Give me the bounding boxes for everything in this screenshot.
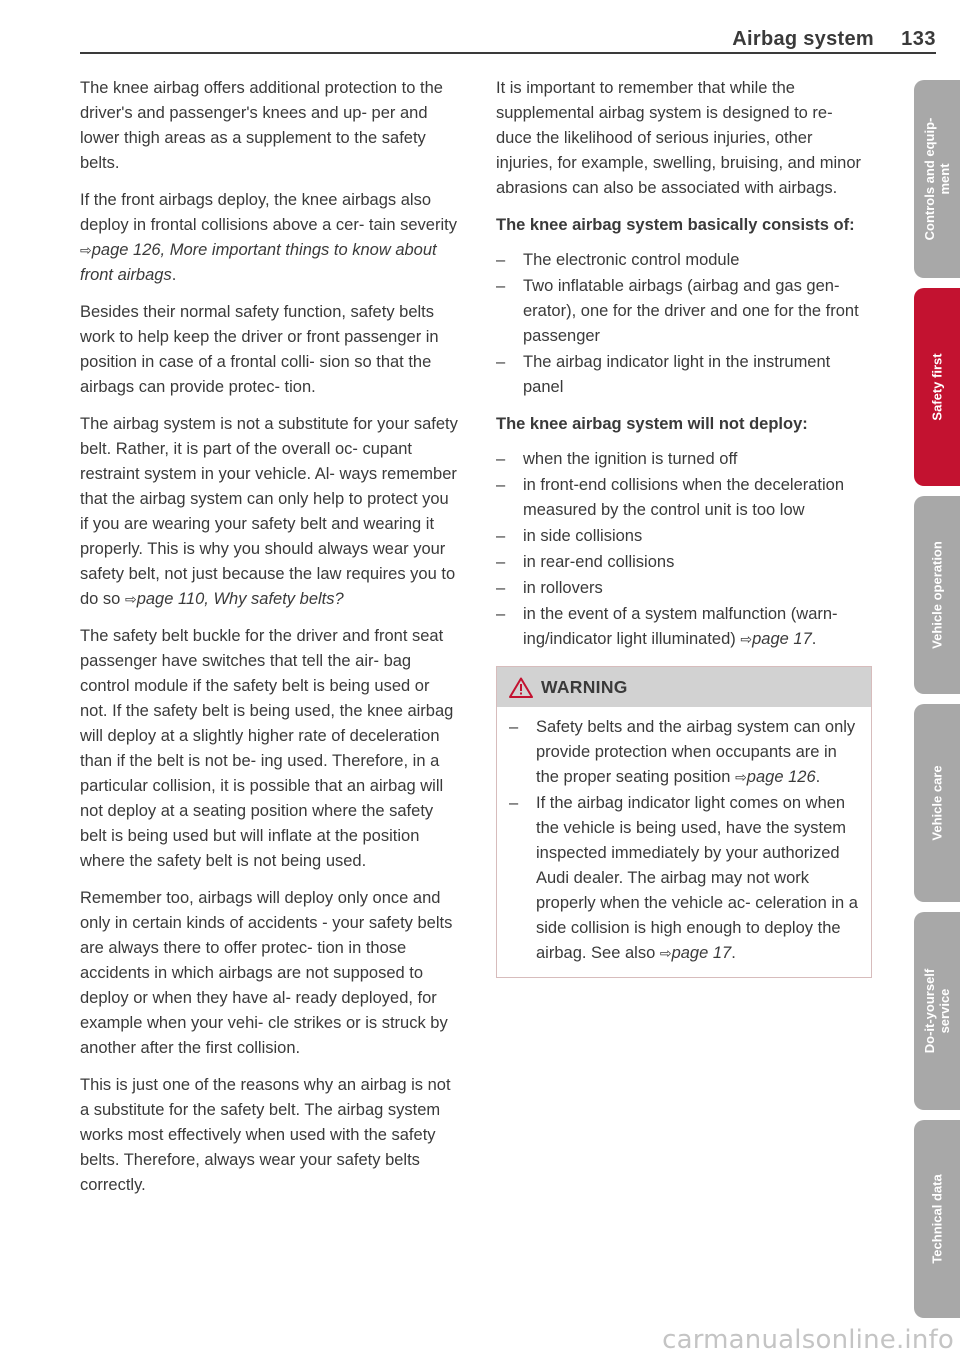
paragraph: Remember too, airbags will deploy only once and only in certain kinds of accidents - your safety belts are always there to offer protec- tion in those accidents in which airbags are not supposed to deploy or when they have al- ready deployed, for example when your vehi- cle strikes or is struck by another after the first collision. xyxy=(80,889,453,1057)
chapter-tab-label: Do-it-yourself service xyxy=(922,968,952,1054)
subheading: The knee airbag system will not deploy: xyxy=(496,415,808,433)
page-reference-link[interactable]: page 17 xyxy=(671,944,732,962)
warning-box xyxy=(496,666,872,978)
list-item: – when the ignition is turned off xyxy=(496,447,872,472)
list-item-text: Safety belts and the airbag system can only provide protection when occupants are in the proper seating position xyxy=(536,718,856,786)
paragraph-text: The airbag system is not a substitute for your safety belt. Rather, it is part of the overall oc- cupant restraint system in your vehicle. Al- ways remember that the airbag system can only help to protect you if you are wearing your safety belt and wearing it properly. This is why you should always wear your safety belt, not just because the law requires you to do so xyxy=(80,415,458,608)
arrow-right-icon: ⇨ xyxy=(659,945,672,961)
page-reference-link[interactable]: page 126, More important things to know about front airbags xyxy=(80,241,437,284)
chapter-tab-do-it-yourself[interactable] xyxy=(914,912,960,1110)
warning-triangle-icon xyxy=(509,677,533,698)
page-reference-link[interactable]: page 110, Why safety belts? xyxy=(136,590,344,608)
left-column xyxy=(80,76,460,1210)
warning-body xyxy=(497,707,871,977)
list-item: – Safety belts and the airbag system can only provide protection when occupants are in the proper seating position ⇨page 126. xyxy=(509,715,859,790)
list-item: – in rollovers xyxy=(496,576,872,601)
subheading: The knee airbag system basically consists of: xyxy=(496,216,855,234)
list-item: – Two inflatable airbags (airbag and gas gen- erator), one for the driver and one for the front passenger xyxy=(496,274,872,349)
page-header xyxy=(80,24,936,54)
list-item: – If the airbag indicator light comes on when the vehicle is being used, have the system inspected immediately by your authorized Audi dealer. The airbag may not work properly when the vehicle ac- celeration in a side collision is high enough to deploy the airbag. See also ⇨page 17. xyxy=(509,791,859,966)
list-item: – The airbag indicator light in the instrument panel xyxy=(496,350,872,400)
list-item-text: If the airbag indicator light comes on when the vehicle is being used, have the system inspected immediately by your authorized Audi dealer. The airbag may not work properly when the vehicle ac- celeration in a side collision is high enough to deploy the airbag. See also xyxy=(536,794,858,962)
chapter-tab-safety-first[interactable] xyxy=(914,288,960,486)
warning-title: WARNING xyxy=(541,676,628,697)
list-item-text: in the event of a system malfunction (warn- ing/indicator light illuminated) xyxy=(523,605,838,648)
arrow-right-icon: ⇨ xyxy=(735,769,747,785)
arrow-right-icon: ⇨ xyxy=(80,242,92,258)
list-item: – in the event of a system malfunction (warn- ing/indicator light illuminated) ⇨page 17. xyxy=(496,602,872,652)
components-list xyxy=(496,248,872,400)
chapter-tab-label: Safety first xyxy=(929,353,945,421)
page-number: 133 xyxy=(901,28,936,50)
chapter-tab-label: Technical data xyxy=(929,1174,945,1264)
list-item: – in rear-end collisions xyxy=(496,550,872,575)
chapter-tab-vehicle-care[interactable] xyxy=(914,704,960,902)
arrow-right-icon: ⇨ xyxy=(124,591,137,607)
watermark: carmanualsonline.info xyxy=(662,1325,954,1355)
list-item: – The electronic control module xyxy=(496,248,872,273)
paragraph: It is important to remember that while the supplemental airbag system is designed to re- duce the likelihood of serious injuries, other injuries, for example, swelling, bruising, and minor abrasions can also be associated with airbags. xyxy=(496,79,861,197)
chapter-tab-vehicle-operation[interactable] xyxy=(914,496,960,694)
paragraph xyxy=(80,412,460,612)
chapter-tab-label: Controls and equip- ment xyxy=(922,117,952,241)
list-item: – in side collisions xyxy=(496,524,872,549)
paragraph: This is just one of the reasons why an airbag is not a substitute for the safety belt. The airbag system works most effectively when used with the safety belts. Therefore, always wear your safety belts correctly. xyxy=(80,1076,451,1194)
page-reference-link[interactable]: page 17 xyxy=(752,630,812,648)
warning-list xyxy=(509,715,859,966)
warning-header xyxy=(497,667,871,707)
right-column xyxy=(496,76,872,978)
chapter-tab-controls[interactable] xyxy=(914,80,960,278)
header-rule xyxy=(80,52,936,54)
paragraph-text: If the front airbags deploy, the knee airbags also deploy in frontal collisions above a cer- tain severity xyxy=(80,191,457,234)
paragraph: If the front airbags deploy, the knee airbags also deploy in frontal collisions above a cer- tain severity ⇨page 126, More important things to know about front airbags. xyxy=(80,191,457,284)
paragraph: Besides their normal safety function, safety belts work to help keep the driver or front passenger in position in case of a frontal colli- sion so that the airbags can provide protec- tion. xyxy=(80,303,439,396)
list-item: – in front-end collisions when the deceleration measured by the control unit is too low xyxy=(496,473,872,523)
page-reference-link[interactable]: page 126 xyxy=(746,768,816,786)
chapter-tab-label: Vehicle operation xyxy=(929,541,945,649)
chapter-tab-label: Vehicle care xyxy=(929,765,945,841)
section-title: Airbag system xyxy=(732,28,874,50)
paragraph: The knee airbag offers additional protection to the driver's and passenger's knees and up- per and lower thigh areas as a supplement to the safety belts. xyxy=(80,79,443,172)
paragraph: The safety belt buckle for the driver and front seat passenger have switches that tell the air- bag control module if the safety belt is being used or not. If the safety belt is being used, the knee airbag will deploy at a slightly higher rate of deceleration than if the belt is not be- ing used. Therefore, in a particular collision, it is possible that an airbag will not deploy at a seating position where the safety belt is being used but will inflate at the position where the safety belt is not being used. xyxy=(80,627,454,870)
arrow-right-icon: ⇨ xyxy=(740,631,753,647)
non-deploy-list xyxy=(496,447,872,652)
chapter-tab-technical-data[interactable] xyxy=(914,1120,960,1318)
